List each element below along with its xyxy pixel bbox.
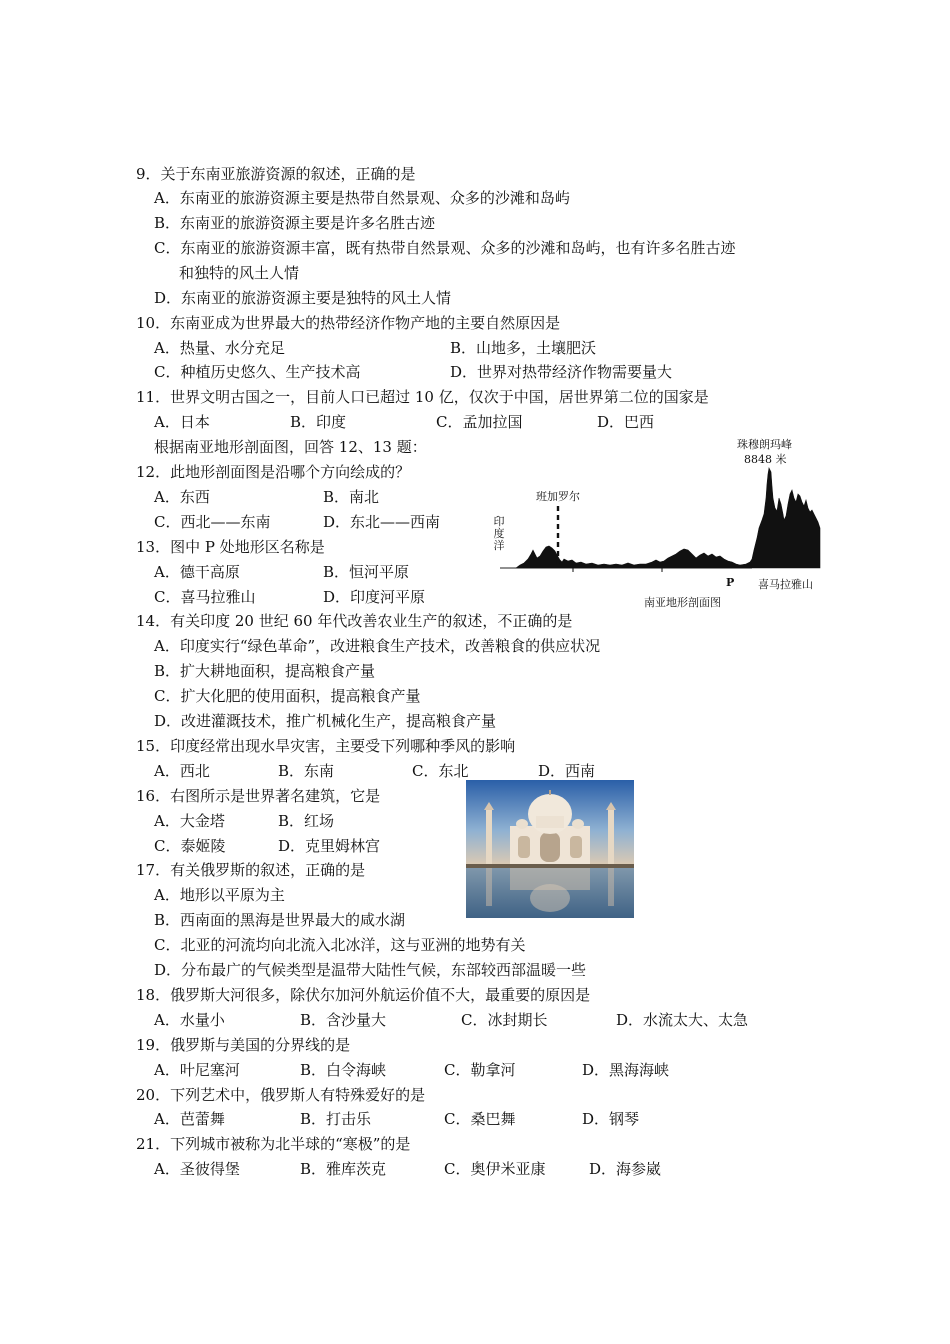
text-line: C．奥伊米亚康 [444, 1160, 546, 1178]
point-p-label: P [726, 576, 735, 589]
text-line: B．南北 [323, 488, 380, 506]
peak-name-label: 珠穆朗玛峰 [737, 438, 792, 451]
text-line: A．大金塔 [154, 812, 225, 830]
figure-caption: 南亚地形剖面图 [644, 596, 721, 609]
text-line: A．叶尼塞河 [154, 1061, 240, 1079]
text-line: 16．右图所示是世界著名建筑，它是 [136, 787, 381, 805]
range-label: 喜马拉雅山 [758, 578, 813, 591]
text-line: D．海参崴 [589, 1160, 662, 1178]
text-line: 根据南亚地形剖面图，回答 12、13 题： [154, 438, 427, 456]
text-line: 和独特的风土人情 [179, 264, 300, 282]
text-line: D．西南 [538, 762, 596, 780]
taj-mahal-photo [466, 780, 634, 918]
terrain-silhouette [516, 468, 820, 568]
text-line: D．克里姆林宫 [278, 837, 381, 855]
text-line: 21．下列城市被称为北半球的“寒极”的是 [136, 1135, 411, 1153]
text-line: C．冰封期长 [461, 1011, 548, 1029]
text-line: C．种植历史悠久、生产技术高 [154, 363, 361, 381]
text-line: C．扩大化肥的使用面积，提高粮食产量 [154, 687, 421, 705]
ocean-label: 印度洋 [493, 515, 505, 552]
text-line: 17．有关俄罗斯的叙述，正确的是 [136, 861, 366, 879]
text-line: D．世界对热带经济作物需要量大 [450, 363, 673, 381]
text-line: B．雅库茨克 [300, 1160, 387, 1178]
text-line: A．德干高原 [154, 563, 240, 581]
text-line: B．打击乐 [300, 1110, 372, 1128]
text-line: B．东南 [278, 762, 335, 780]
text-line: C．北亚的河流均向北流入北冰洋，这与亚洲的地势有关 [154, 936, 526, 954]
text-line: 14．有关印度 20 世纪 60 年代改善农业生产的叙述，不正确的是 [136, 612, 573, 630]
text-line: D．巴西 [597, 413, 655, 431]
text-line: C．东北 [412, 762, 469, 780]
text-line: D．改进灌溉技术，推广机械化生产，提高粮食产量 [154, 712, 497, 730]
text-line: C．孟加拉国 [436, 413, 523, 431]
text-line: C．西北——东南 [154, 513, 271, 531]
text-line: D．黑海海峡 [582, 1061, 670, 1079]
text-line: B．含沙量大 [300, 1011, 387, 1029]
text-line: 10．东南亚成为世界最大的热带经济作物产地的主要自然原因是 [136, 314, 561, 332]
text-line: C．东南亚的旅游资源丰富，既有热带自然景观、众多的沙滩和岛屿，也有许多名胜古迹 [154, 239, 736, 257]
text-line: A．芭蕾舞 [154, 1110, 225, 1128]
text-line: 9．关于东南亚旅游资源的叙述，正确的是 [136, 165, 416, 183]
text-line: B．红场 [278, 812, 335, 830]
taj-mahal-illustration [466, 780, 634, 918]
text-line: A．东南亚的旅游资源主要是热带自然景观、众多的沙滩和岛屿 [154, 189, 570, 207]
text-line: B．扩大耕地面积，提高粮食产量 [154, 662, 376, 680]
text-line: A．西北 [154, 762, 210, 780]
text-line: D．东北——西南 [323, 513, 441, 531]
text-line: C．勒拿河 [444, 1061, 516, 1079]
text-line: 18．俄罗斯大河很多，除伏尔加河外航运价值不大，最重要的原因是 [136, 986, 591, 1004]
text-line: B．印度 [290, 413, 347, 431]
text-line: 19．俄罗斯与美国的分界线的是 [136, 1036, 351, 1054]
city-label: 班加罗尔 [536, 490, 580, 503]
text-line: 15．印度经常出现水旱灾害，主要受下列哪种季风的影响 [136, 737, 516, 755]
text-line: B．西南面的黑海是世界最大的咸水湖 [154, 911, 406, 929]
text-line: 20．下列艺术中，俄罗斯人有特殊爱好的是 [136, 1086, 426, 1104]
text-line: C．泰姬陵 [154, 837, 226, 855]
text-line: A．水量小 [154, 1011, 225, 1029]
text-line: A．地形以平原为主 [154, 886, 285, 904]
terrain-profile-figure [493, 438, 822, 614]
text-line: D．分布最广的气候类型是温带大陆性气候，东部较西部温暖一些 [154, 961, 587, 979]
text-line: A．印度实行“绿色革命”，改进粮食生产技术，改善粮食的供应状况 [154, 637, 601, 655]
text-line: A．热量、水分充足 [154, 339, 285, 357]
text-line: 11．世界文明古国之一，目前人口已超过 10 亿，仅次于中国，居世界第二位的国家是 [136, 388, 709, 406]
text-line: D．水流太大、太急 [616, 1011, 749, 1029]
text-line: D．钢琴 [582, 1110, 640, 1128]
text-line: B．白令海峡 [300, 1061, 387, 1079]
text-line: B．山地多，土壤肥沃 [450, 339, 597, 357]
text-line: B．恒河平原 [323, 563, 410, 581]
text-line: A．东西 [154, 488, 210, 506]
text-line: D．东南亚的旅游资源主要是独特的风土人情 [154, 289, 452, 307]
text-line: 12．此地形剖面图是沿哪个方向绘成的？ [136, 463, 411, 481]
peak-height-label: 8848 米 [744, 453, 787, 466]
text-line: A．日本 [154, 413, 210, 431]
text-line: C．喜马拉雅山 [154, 588, 256, 606]
text-line: B．东南亚的旅游资源主要是许多名胜古迹 [154, 214, 436, 232]
text-line: C．桑巴舞 [444, 1110, 516, 1128]
text-line: 13．图中 P 处地形区名称是 [136, 538, 325, 556]
text-line: A．圣彼得堡 [154, 1160, 240, 1178]
text-line: D．印度河平原 [323, 588, 426, 606]
